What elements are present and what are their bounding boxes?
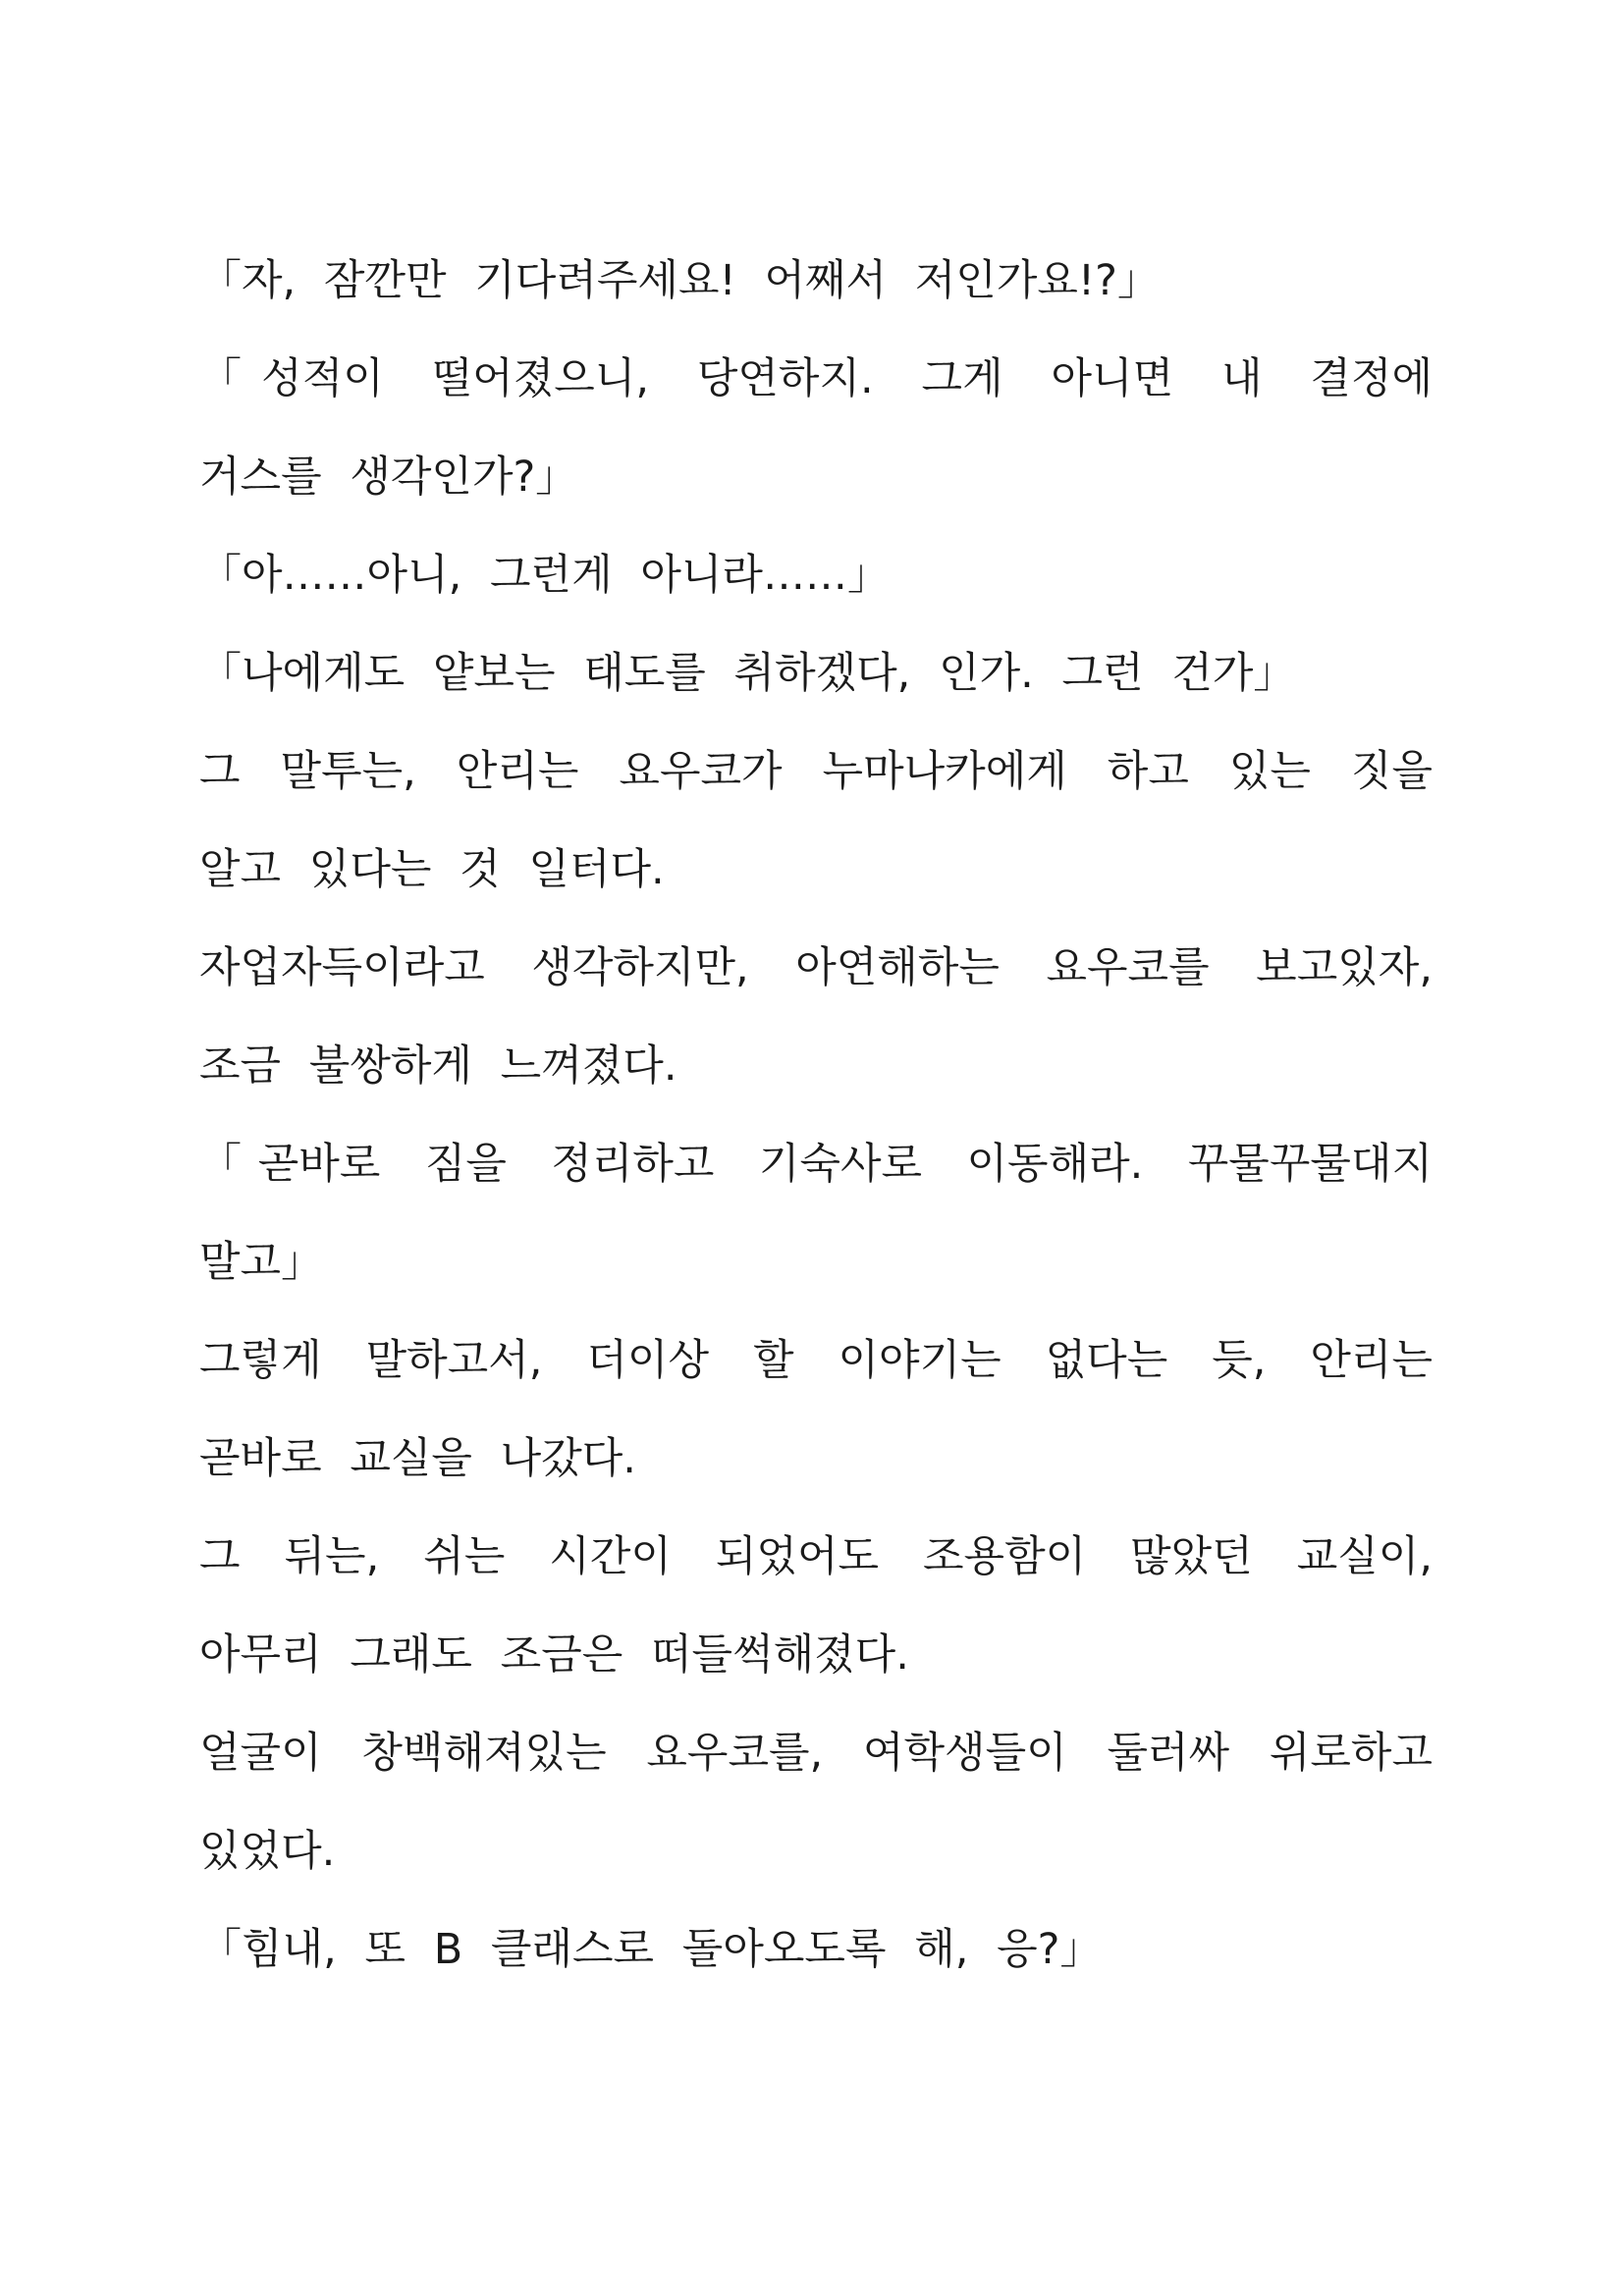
paragraph-3: 「아……아니, 그런게 아니라……」 [199, 551, 890, 600]
paragraph-10: 얼굴이 창백해져있는 요우코를, 여학생들이 둘러싸 위로하고 있었다. [199, 1729, 1433, 1876]
paragraph-8: 그렇게 말하고서, 더이상 할 이야기는 없다는 듯, 안리는 곧바로 교실을 나갔다. [199, 1336, 1433, 1483]
paragraph-7: 「곧바로 짐을 정리하고 기숙사로 이동해라. 꾸물꾸물대지 말고」 [199, 1140, 1433, 1287]
paragraph-11: 「힘내, 또 B 클래스로 돌아오도록 해, 응?」 [199, 1925, 1103, 1974]
body-text [199, 232, 1433, 1999]
paragraph-2: 「성적이 떨어졌으니, 당연하지. 그게 아니면 내 결정에 거스를 생각인가?」 [199, 354, 1433, 502]
paragraph-4: 「나에게도 얕보는 태도를 취하겠다, 인가. 그런 건가」 [199, 649, 1296, 698]
paragraph-5: 그 말투는, 안리는 요우코가 누마나카에게 하고 있는 짓을 알고 있다는 것 일터다. [199, 747, 1433, 894]
paragraph-1: 「자, 잠깐만 기다려주세요! 어째서 저인가요!?」 [199, 256, 1160, 305]
paragraph-9: 그 뒤는, 쉬는 시간이 되었어도 조용함이 많았던 교실이, 아무리 그래도 조금은 떠들썩해졌다. [199, 1532, 1433, 1680]
paragraph-6: 자업자득이라고 생각하지만, 아연해하는 요우코를 보고있자, 조금 불쌍하게 느껴졌다. [199, 943, 1433, 1091]
